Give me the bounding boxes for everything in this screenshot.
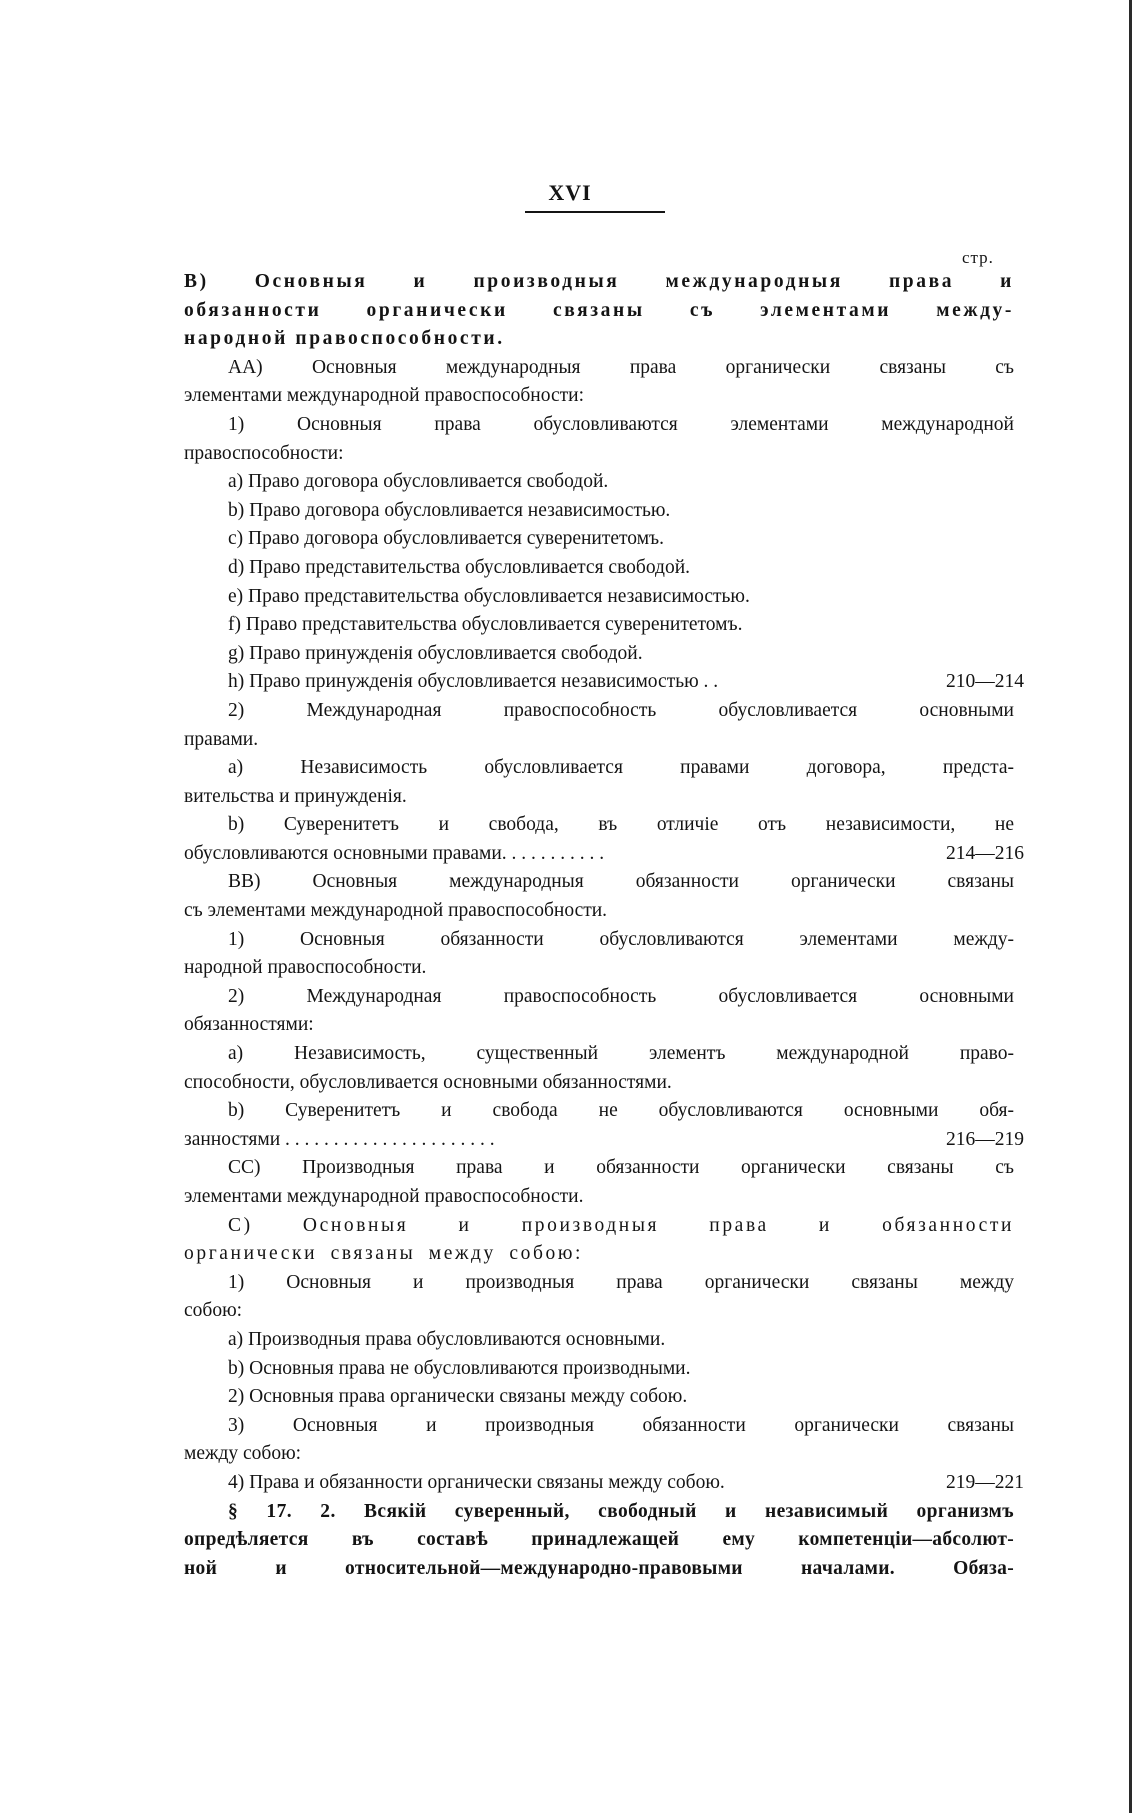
text-line <box>184 926 1014 955</box>
line-text: h) Право принужденія обусловливается независимостью . . <box>228 671 719 693</box>
text-line <box>184 1326 1014 1355</box>
line-text: опредѣляется въ составѣ принадлежащей ему компетенціи—абсолют- <box>184 1529 1014 1551</box>
text-line <box>184 1097 1014 1126</box>
line-text: правами. <box>184 728 259 750</box>
text-line <box>184 525 1014 554</box>
text-line <box>184 640 1014 669</box>
line-text: 2) Основныя права органически связаны между собою. <box>228 1386 688 1408</box>
line-text: b) Право договора обусловливается независимостью. <box>228 499 671 521</box>
line-text: b) Суверенитетъ и свобода, въ отличіе отъ независимости, не <box>228 814 1014 836</box>
line-text: 2) Международная правоспособность обусловливается основными <box>228 985 1014 1007</box>
line-text: § 17. 2. Всякій суверенный, свободный и независимый организмъ <box>228 1500 1014 1522</box>
text-line <box>184 325 1014 354</box>
text-line <box>184 1297 1014 1326</box>
text-line <box>184 297 1014 326</box>
line-text: народной правоспособности. <box>184 957 427 979</box>
line-text: a) Независимость обусловливается правами договора, предста- <box>228 757 1014 779</box>
page-reference: 216—219 <box>946 1128 1024 1150</box>
text-line <box>184 1469 1024 1498</box>
page-number: XVI <box>548 180 592 205</box>
line-text: c) Право договора обусловливается суверенитетомъ. <box>228 528 664 550</box>
line-text: 4) Права и обязанности органически связаны между собою. <box>228 1471 725 1493</box>
text-line <box>184 1526 1014 1555</box>
line-text: занностями . . . . . . . . . . . . . . . . . . . . . . <box>184 1128 495 1150</box>
text-line <box>184 411 1014 440</box>
text-line <box>184 554 1014 583</box>
text-line <box>184 1440 1014 1469</box>
page-edge-line <box>1129 0 1132 1813</box>
text-line <box>184 1040 1014 1069</box>
text-line <box>184 468 1014 497</box>
line-text: a) Производныя права обусловливаются основными. <box>228 1328 666 1350</box>
text-line <box>184 840 1024 869</box>
text-line <box>184 354 1014 383</box>
table-of-contents-body <box>184 268 1024 1583</box>
line-text: обязанности органически связаны съ элементами между- <box>184 299 1014 321</box>
text-line <box>184 1240 1014 1269</box>
line-text: В) Основныя и производныя международныя права и <box>184 271 1014 292</box>
text-line <box>184 1126 1024 1155</box>
page-column-label: стр. <box>962 248 994 267</box>
text-line <box>184 1269 1014 1298</box>
line-text: элементами международной правоспособности: <box>184 385 584 407</box>
line-text: BB) Основныя международныя обязанности органически связаны <box>228 871 1014 893</box>
line-text: органически связаны между собою: <box>184 1243 584 1265</box>
page-reference: 219—221 <box>946 1471 1024 1493</box>
line-text: правоспособности: <box>184 442 344 464</box>
text-line <box>184 697 1014 726</box>
line-text: съ элементами международной правоспособности. <box>184 900 608 922</box>
line-text: g) Право принужденія обусловливается свободой. <box>228 642 643 664</box>
text-line <box>184 497 1014 526</box>
line-text: АА) Основныя международныя права органически связаны съ <box>228 356 1014 378</box>
line-text: a) Независимость, существенный элементъ международной право- <box>228 1043 1014 1065</box>
line-text: 1) Основныя и производныя права органически связаны между <box>228 1271 1014 1293</box>
line-text: 3) Основныя и производныя обязанности органически связаны <box>228 1414 1014 1436</box>
text-line <box>184 868 1014 897</box>
line-text: f) Право представительства обусловливается суверенитетомъ. <box>228 614 743 636</box>
line-text: обусловливаются основными правами. . . . . . . . . . . <box>184 842 605 864</box>
text-line <box>184 611 1014 640</box>
line-text: CC) Производныя права и обязанности органически связаны съ <box>228 1157 1014 1179</box>
text-line <box>184 811 1014 840</box>
line-text: a) Право договора обусловливается свободой. <box>228 471 609 493</box>
line-text: C) Основныя и производныя права и обязанности <box>228 1214 1014 1236</box>
line-text: b) Основныя права не обусловливаются производными. <box>228 1357 691 1379</box>
line-text: 1) Основныя права обусловливаются элементами международной <box>228 413 1014 435</box>
text-line <box>184 583 1014 612</box>
line-text: способности, обусловливается основными обязанностями. <box>184 1071 672 1093</box>
text-line <box>184 1011 1014 1040</box>
text-line <box>184 1412 1014 1441</box>
text-line <box>184 382 1014 411</box>
line-text: 1) Основныя обязанности обусловливаются элементами между- <box>228 928 1014 950</box>
text-line <box>184 668 1024 697</box>
text-line <box>184 1069 1014 1098</box>
line-text: b) Суверенитетъ и свобода не обусловливаются основными обя- <box>228 1100 1014 1122</box>
line-text: обязанностями: <box>184 1014 314 1036</box>
line-text: ной и относительной—международно-правовыми началами. Обяза- <box>184 1557 1014 1579</box>
text-line <box>184 268 1014 297</box>
text-line <box>184 1154 1014 1183</box>
text-line <box>184 954 1014 983</box>
text-line <box>184 1383 1014 1412</box>
text-line <box>184 1355 1014 1384</box>
line-text: 2) Международная правоспособность обусловливается основными <box>228 699 1014 721</box>
page-reference: 214—216 <box>946 842 1024 864</box>
line-text: элементами международной правоспособности. <box>184 1186 584 1207</box>
text-line <box>184 1498 1014 1527</box>
text-line <box>184 726 1014 755</box>
line-text: d) Право представительства обусловливается свободой. <box>228 556 691 578</box>
header-rule <box>525 211 665 213</box>
line-text: e) Право представительства обусловливается независимостью. <box>228 585 750 607</box>
line-text: вительства и принужденія. <box>184 785 407 807</box>
text-line <box>184 783 1014 812</box>
text-line <box>184 897 1014 926</box>
page-reference: 210—214 <box>946 671 1024 693</box>
line-text: между собою: <box>184 1443 302 1465</box>
text-line <box>184 1212 1014 1241</box>
text-line <box>184 754 1014 783</box>
text-line <box>184 440 1014 469</box>
text-line <box>184 983 1014 1012</box>
line-text: собою: <box>184 1300 243 1322</box>
page-header <box>0 180 1140 206</box>
text-line <box>184 1183 1014 1212</box>
text-line <box>184 1555 1014 1584</box>
line-text: народной правоспособности. <box>184 328 505 350</box>
